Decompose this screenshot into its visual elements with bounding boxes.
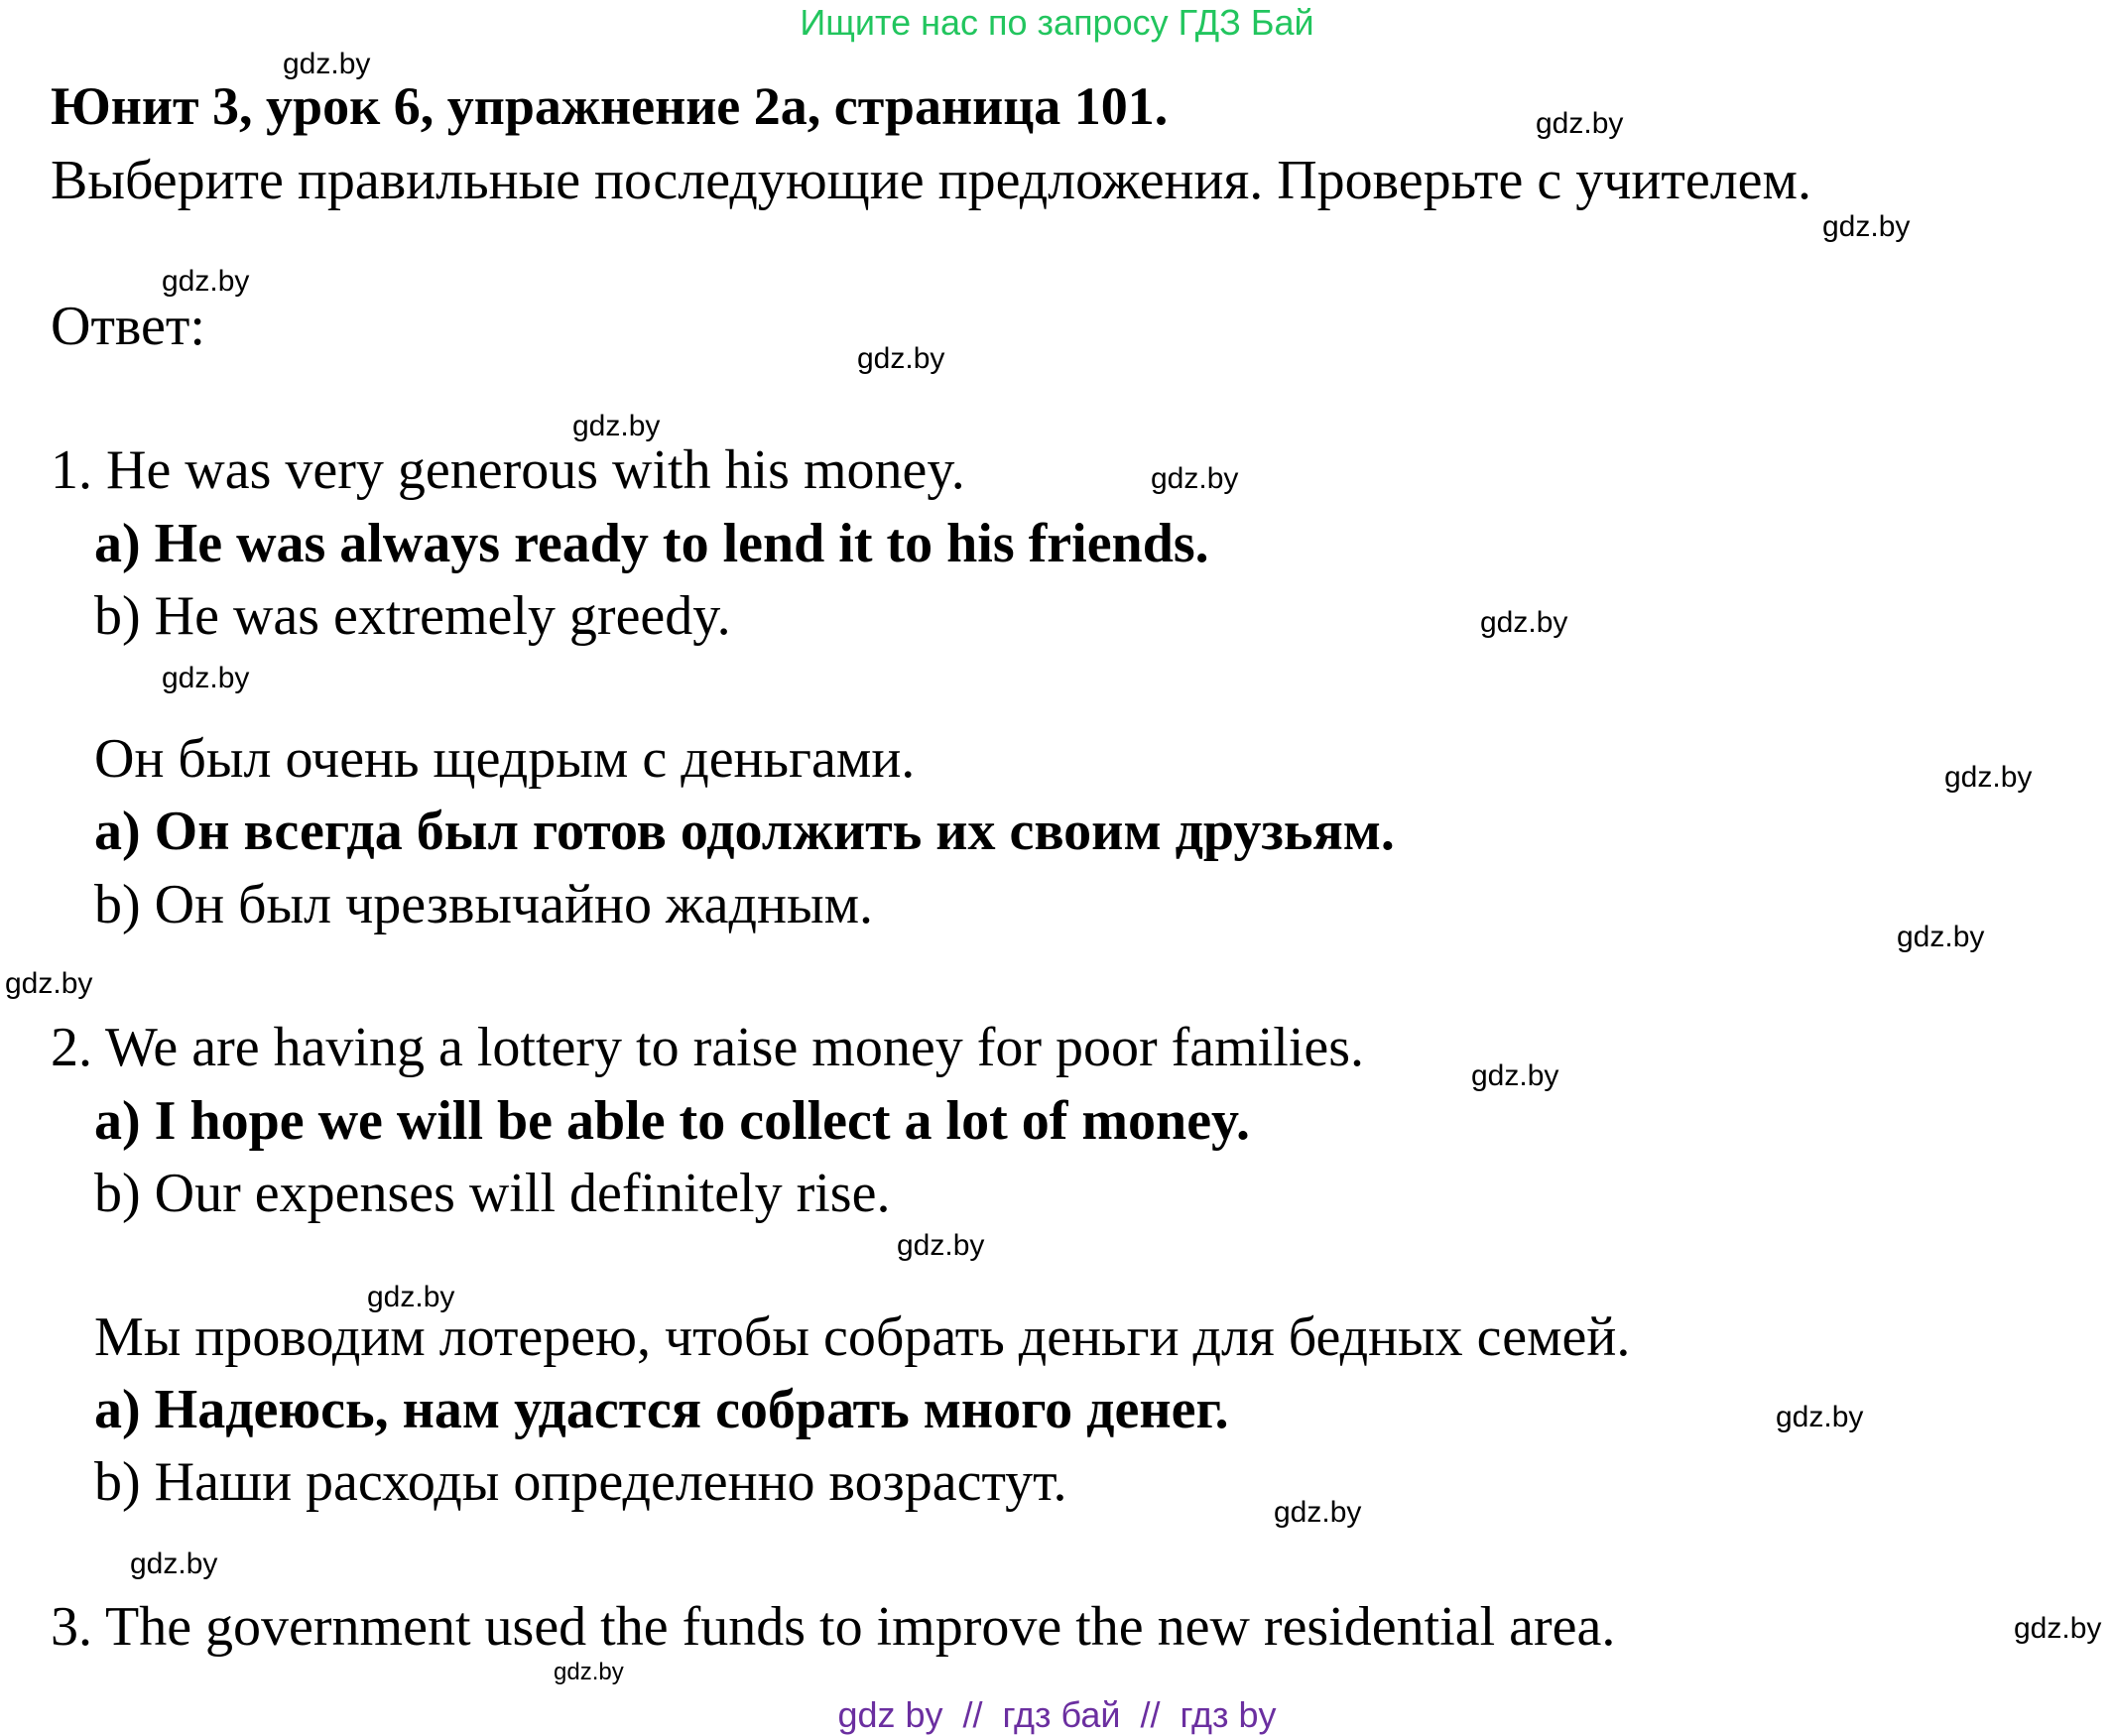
watermark: gdz.by [130, 1548, 218, 1580]
item-2-translation: Мы проводим лотерею, чтобы собрать деньги для бедных семей. [94, 1306, 1631, 1368]
watermark: gdz.by [572, 410, 661, 442]
watermark: gdz.by [5, 967, 93, 1000]
search-banner: Ищите нас по запросу ГДЗ Бай [800, 2, 1314, 43]
watermark: gdz.by [897, 1229, 985, 1262]
item-2-option-b: b) Our expenses will definitely rise. [94, 1163, 891, 1224]
watermark: gdz.by [1897, 921, 1985, 953]
item-1-translation-b: b) Он был чрезвычайно жадным. [94, 874, 874, 935]
watermark: gdz.by [283, 48, 371, 80]
item-3-sentence: 3. The government used the funds to improve the new residential area. [51, 1596, 1616, 1658]
watermark: gdz.by [1944, 761, 2033, 794]
answer-label: Ответ: [51, 296, 205, 357]
watermark: gdz.by [1536, 107, 1624, 140]
item-1-translation: Он был очень щедрым с деньгами. [94, 728, 916, 790]
page-title: Юнит 3, урок 6, упражнение 2а, страница 101. [51, 76, 1169, 136]
footer-banner: gdz by // гдз бай // гдз by [837, 1694, 1277, 1735]
watermark: gdz.by [1822, 210, 1911, 243]
item-1-option-b: b) He was extremely greedy. [94, 585, 731, 647]
watermark: gdz.by [162, 265, 250, 298]
watermark: gdz.by [857, 342, 945, 375]
item-2-sentence: 2. We are having a lottery to raise money for poor families. [51, 1017, 1365, 1078]
watermark: gdz.by [162, 662, 250, 694]
instruction-text: Выберите правильные последующие предложения. Проверьте с учителем. [51, 150, 1811, 211]
watermark: gdz.by [1151, 462, 1239, 495]
watermark: gdz.by [1471, 1059, 1559, 1092]
watermark: gdz.by [1274, 1496, 1362, 1529]
item-2-translation-a: а) Надеюсь, нам удастся собрать много денег. [94, 1379, 1229, 1440]
item-2-translation-b: b) Наши расходы определенно возрастут. [94, 1451, 1067, 1513]
item-1-translation-a: а) Он всегда был готов одолжить их своим друзьям. [94, 801, 1395, 862]
watermark: gdz.by [367, 1281, 455, 1313]
watermark: gdz.by [1776, 1401, 1864, 1433]
item-1-sentence: 1. He was very generous with his money. [51, 439, 965, 501]
item-1-option-a: a) He was always ready to lend it to his friends. [94, 513, 1209, 574]
watermark: gdz.by [554, 1659, 624, 1685]
item-2-option-a: a) I hope we will be able to collect a lot of money. [94, 1090, 1250, 1152]
watermark: gdz.by [1480, 606, 1568, 639]
watermark: gdz.by [2014, 1612, 2102, 1645]
